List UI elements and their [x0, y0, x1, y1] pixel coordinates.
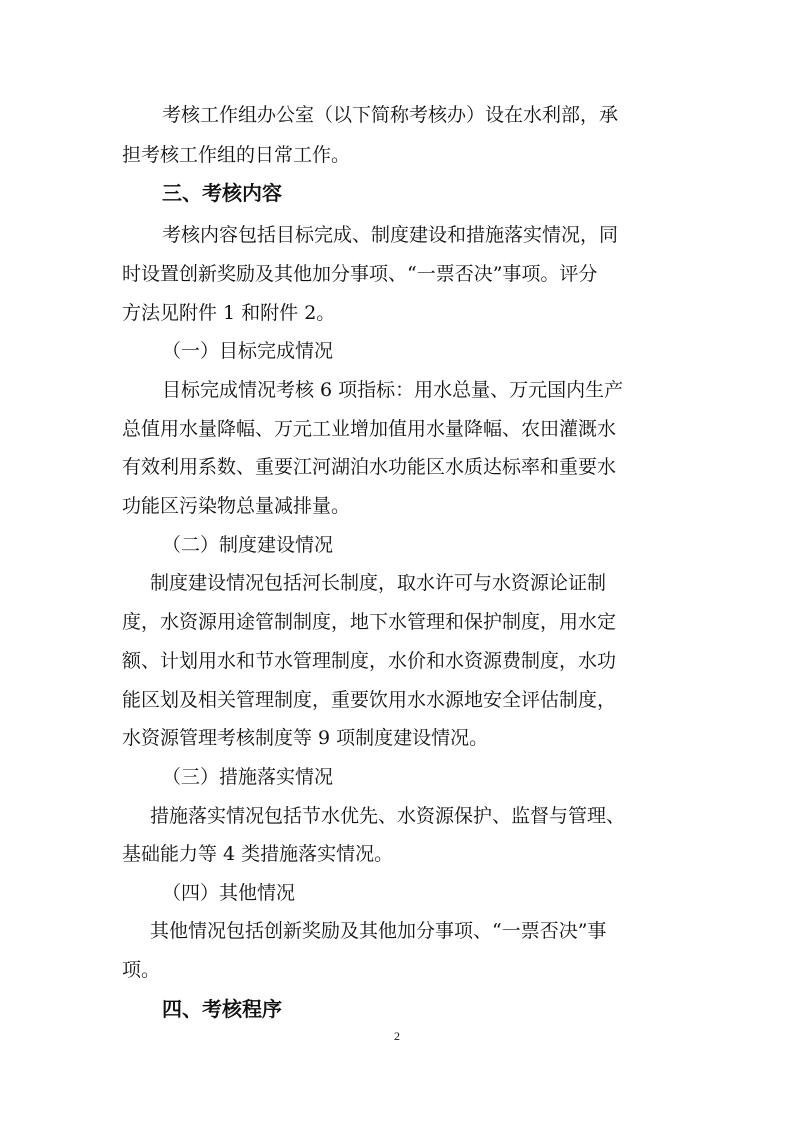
paragraph-line: 功能区污染物总量减排量。 [122, 495, 351, 517]
paragraph-line: 考核工作组办公室（以下简称考核办）设在水利部，承 [162, 104, 619, 126]
paragraph-line: 方法见附件 1 和附件 2。 [122, 302, 336, 324]
subsection-heading: （四）其他情况 [162, 882, 296, 904]
subsection-heading: （二）制度建设情况 [162, 534, 334, 556]
page-number: 2 [394, 1029, 400, 1043]
paragraph-line: 目标完成情况考核 6 项指标：用水总量、万元国内生产 [162, 379, 624, 401]
paragraph-line: 总值用水量降幅、万元工业增加值用水量降幅、农田灌溉水 [122, 418, 617, 440]
paragraph-line: 考核内容包括目标完成、制度建设和措施落实情况，同 [162, 224, 619, 246]
paragraph-line: 基础能力等 4 类措施落实情况。 [122, 843, 394, 865]
section-heading: 三、考核内容 [162, 181, 282, 205]
section-heading: 四、考核程序 [162, 997, 282, 1021]
paragraph-line: 能区划及相关管理制度，重要饮用水水源地安全评估制度， [122, 689, 617, 711]
paragraph-line: 制度建设情况包括河长制度，取水许可与水资源论证制 [150, 572, 607, 594]
paragraph-line: 水资源管理考核制度等 9 项制度建设情况。 [122, 727, 489, 749]
paragraph-line: 项。 [122, 959, 161, 981]
paragraph-line: 度，水资源用途管制制度，地下水管理和保护制度，用水定 [122, 611, 617, 633]
paragraph-line: 额、计划用水和节水管理制度，水价和水资源费制度，水功 [122, 650, 617, 672]
paragraph-line: 其他情况包括创新奖励及其他加分事项、“一票否决”事 [150, 920, 607, 942]
paragraph-line: 措施落实情况包括节水优先、水资源保护、监督与管理、 [150, 805, 626, 827]
paragraph-line: 时设置创新奖励及其他加分事项、“一票否决”事项。评分 [122, 263, 598, 285]
subsection-heading: （一）目标完成情况 [162, 340, 334, 362]
paragraph-line: 担考核工作组的日常工作。 [122, 144, 351, 166]
paragraph-line: 有效利用系数、重要江河湖泊水功能区水质达标率和重要水 [122, 456, 617, 478]
subsection-heading: （三）措施落实情况 [162, 766, 334, 788]
